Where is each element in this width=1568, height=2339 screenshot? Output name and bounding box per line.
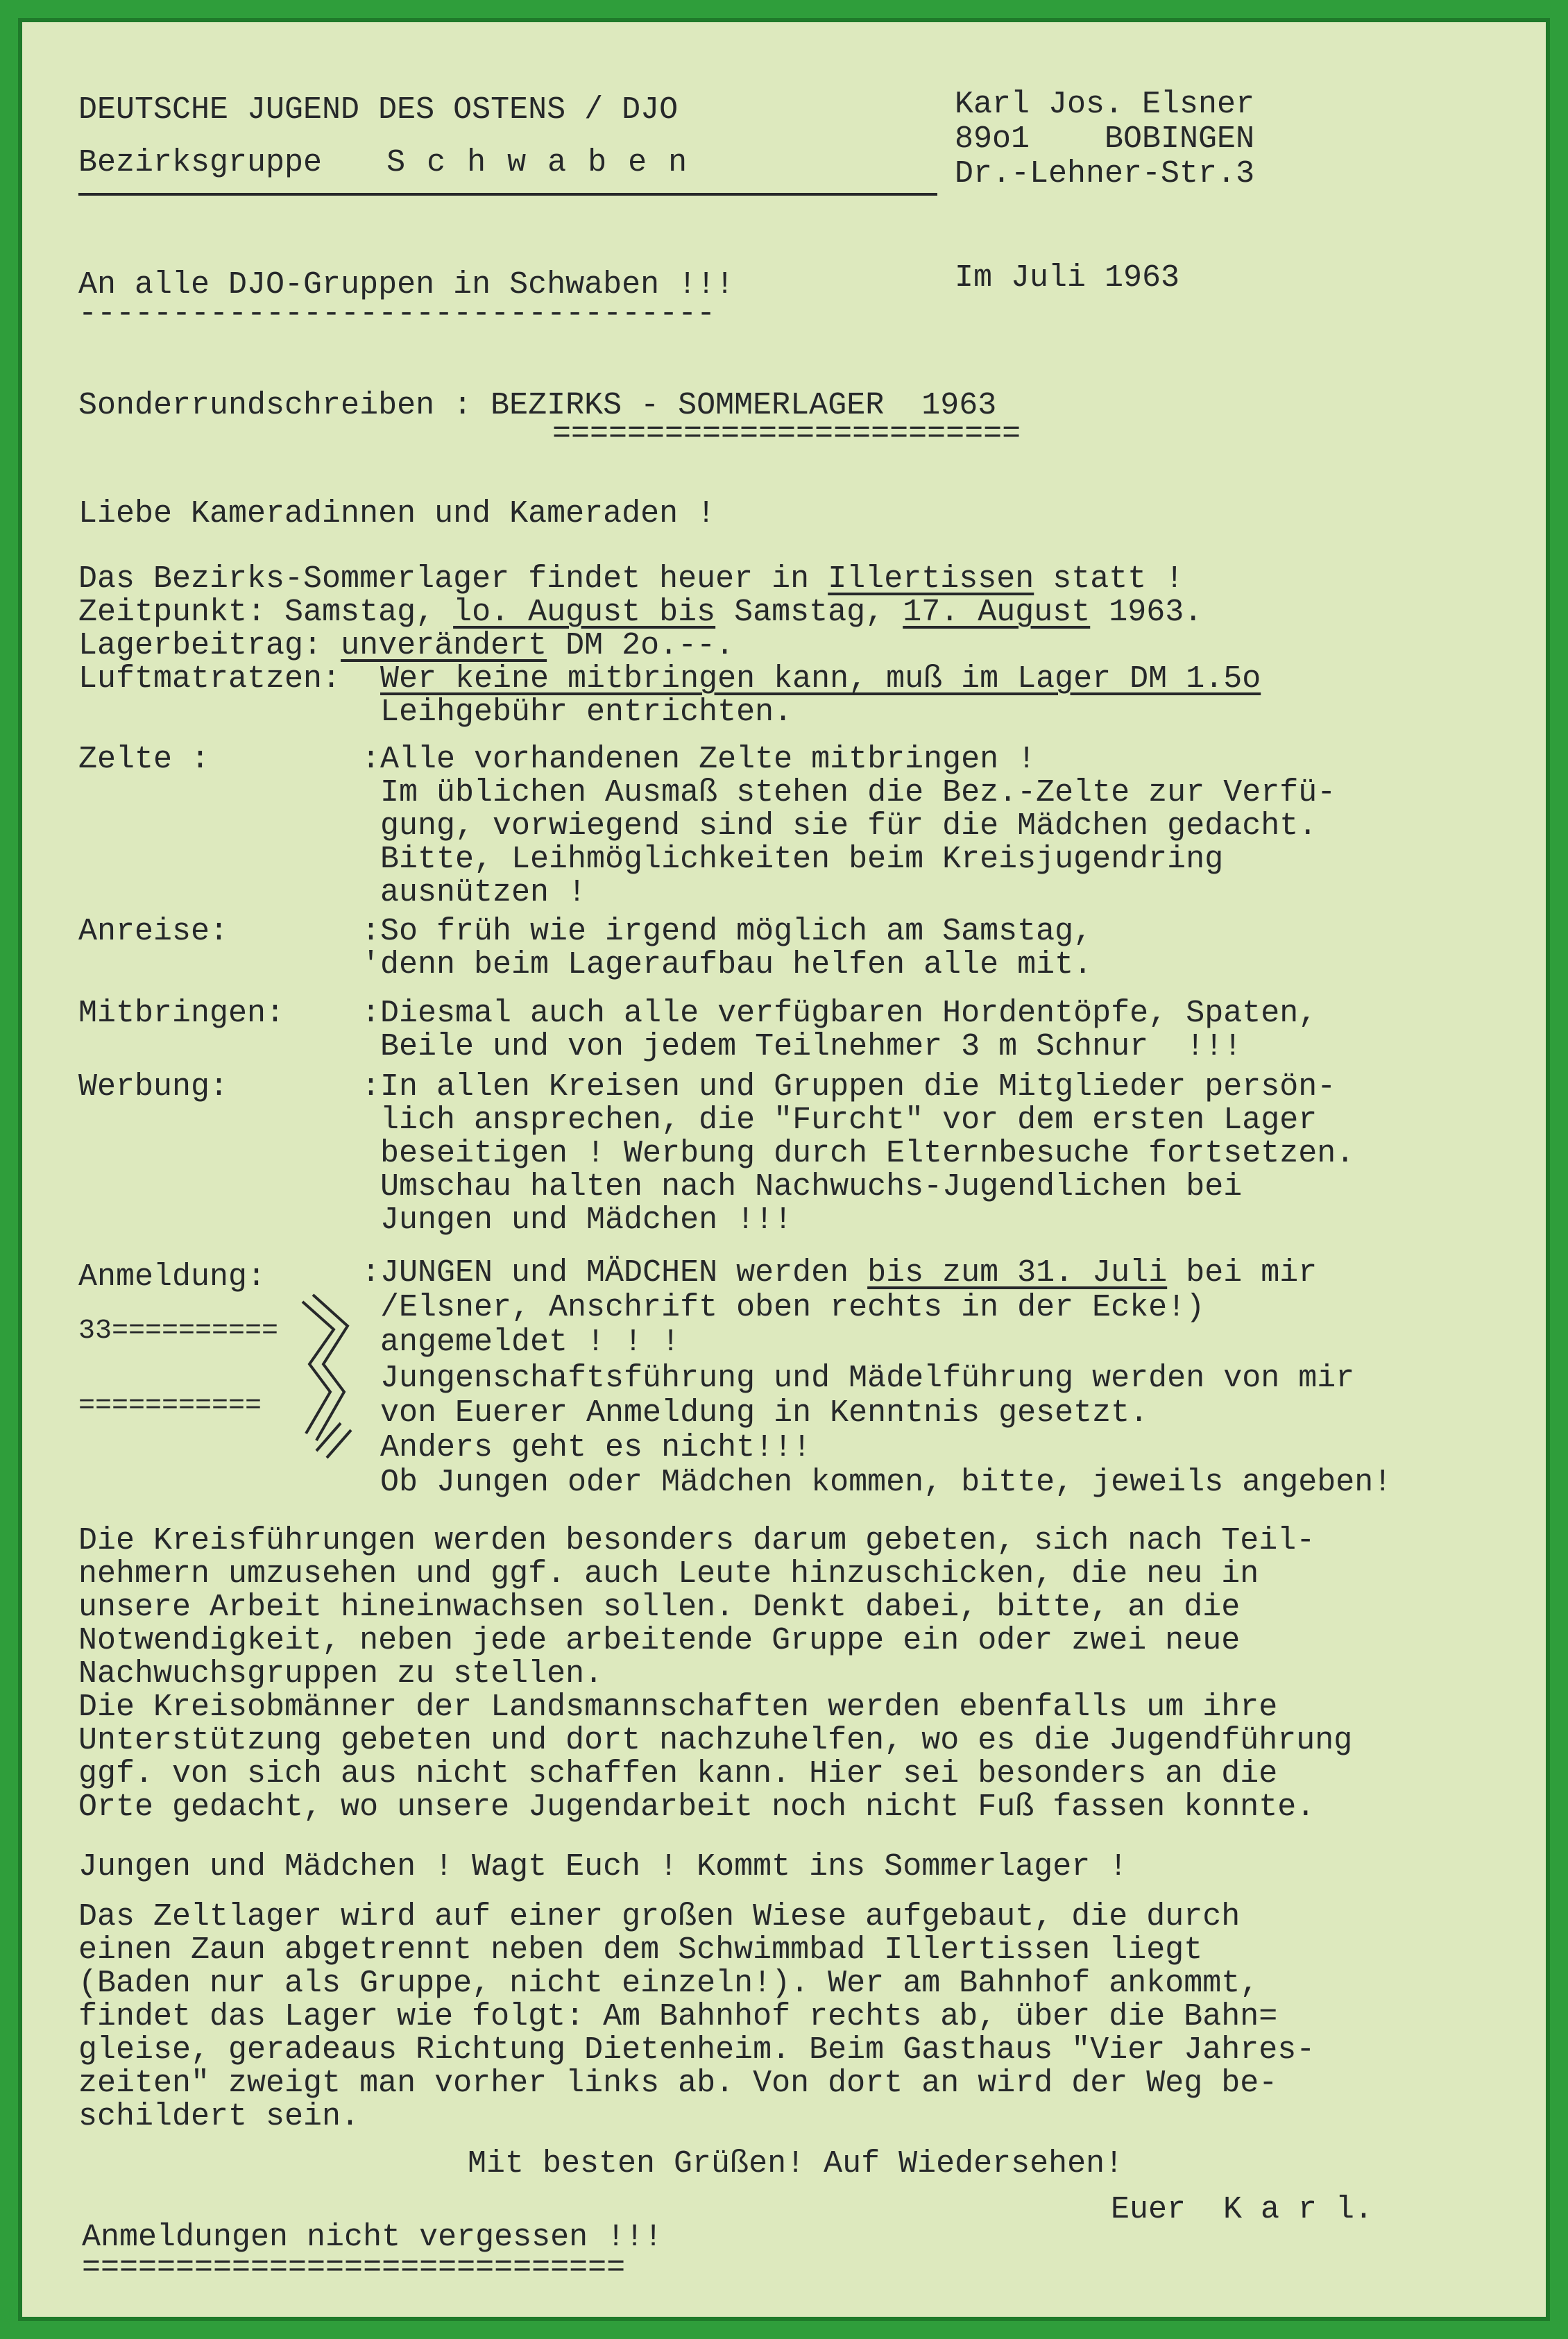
- para1-line-6: Die Kreisobmänner der Landsmannschaften werden ebenfalls um ihre: [78, 1690, 1278, 1725]
- signature: Euer K a r l.: [1111, 2192, 1374, 2227]
- werbung-line-4: Umschau halten nach Nachwuchs-Jugendlichen bei: [380, 1169, 1243, 1205]
- luftmatratzen-line-2: Leihgebühr entrichten.: [380, 695, 793, 730]
- intro-fee: Lagerbeitrag: unverändert DM 2o.--.: [78, 628, 735, 663]
- closing: Mit besten Grüßen! Auf Wiedersehen!: [468, 2146, 1124, 2181]
- call-to-action: Jungen und Mädchen ! Wagt Euch ! Kommt ins Sommerlager !: [78, 1849, 1128, 1885]
- zelte-line-2: Im üblichen Ausmaß stehen die Bez.-Zelte zur Verfü-: [380, 775, 1336, 810]
- reminder: Anmeldungen nicht vergessen !!!: [82, 2220, 663, 2255]
- anmeldung-line-6: Anders geht es nicht!!!: [380, 1430, 812, 1465]
- sender-name: Karl Jos. Elsner: [955, 87, 1255, 122]
- werbung-line-1: :In allen Kreisen und Gruppen die Mitglieder persön-: [361, 1069, 1336, 1105]
- label-werbung: Werbung:: [78, 1069, 229, 1105]
- anmeldung-line-7: Ob Jungen oder Mädchen kommen, bitte, jeweils angeben!: [380, 1465, 1392, 1500]
- anmeldung-line-3: angemeldet ! ! !: [380, 1325, 681, 1360]
- end-date: 17. August: [903, 595, 1091, 630]
- double-arrow-icon: [296, 1288, 372, 1468]
- addressee: An alle DJO-Gruppen in Schwaben !!!: [78, 267, 735, 303]
- mitbringen-line-2: Beile und von jedem Teilnehmer 3 m Schnur !!!: [380, 1029, 1243, 1064]
- label-zelte: Zelte :: [78, 742, 210, 777]
- anmeldung-line-4: Jungenschaftsführung und Mädelführung werden von mir: [380, 1361, 1355, 1396]
- org-subgroup: Bezirksgruppe S c h w a b e n: [78, 145, 688, 180]
- zelte-line-1: :Alle vorhandenen Zelte mitbringen !: [361, 742, 1037, 777]
- para2-line-5: gleise, geradeaus Richtung Dietenheim. Beim Gasthaus "Vier Jahres-: [78, 2032, 1315, 2068]
- zelte-line-3: gung, vorwiegend sind sie für die Mädchen gedacht.: [380, 808, 1318, 844]
- subject-rule: =========================: [552, 416, 1021, 452]
- mitbringen-line-1: :Diesmal auch alle verfügbaren Hordentöpfe, Spaten,: [361, 996, 1318, 1031]
- werbung-line-5: Jungen und Mädchen !!!: [380, 1202, 793, 1238]
- para2-line-1: Das Zeltlager wird auf einer großen Wiese aufgebaut, die durch: [78, 1899, 1241, 1934]
- label-mitbringen: Mitbringen:: [78, 996, 285, 1031]
- label-luftmatratzen: Luftmatratzen:: [78, 661, 341, 697]
- deadline-underlined: bis zum 31. Juli: [867, 1255, 1168, 1291]
- arrow-rule-2: ===========: [78, 1390, 262, 1422]
- zelte-line-4: Bitte, Leihmöglichkeiten beim Kreisjugendring: [380, 842, 1224, 877]
- para1-line-7: Unterstützung gebeten und dort nachzuhelfen, wo es die Jugendführung: [78, 1723, 1353, 1758]
- para2-line-7: schildert sein.: [78, 2099, 360, 2134]
- anmeldung-line-5: von Euerer Anmeldung in Kenntnis gesetzt.: [380, 1395, 1149, 1431]
- intro-dates: Zeitpunkt: Samstag, lo. August bis Samstag, 17. August 1963.: [78, 595, 1203, 630]
- org-name: DEUTSCHE JUGEND DES OSTENS / DJO: [78, 92, 679, 128]
- sender-city: 89o1 BOBINGEN: [955, 121, 1255, 157]
- addressee-rule: ----------------------------------: [78, 296, 716, 332]
- para2-line-3: (Baden nur als Gruppe, nicht einzeln!). Wer am Bahnhof ankommt,: [78, 1966, 1259, 2001]
- location-underlined: Illertissen: [828, 561, 1034, 597]
- para2-line-4: findet das Lager wie folgt: Am Bahnhof rechts ab, über die Bahn=: [78, 1999, 1278, 2034]
- greeting: Liebe Kameradinnen und Kameraden !: [78, 496, 716, 531]
- werbung-line-3: beseitigen ! Werbung durch Elternbesuche fortsetzen.: [380, 1136, 1355, 1171]
- label-anmeldung: Anmeldung:: [78, 1259, 266, 1295]
- sender-street: Dr.-Lehner-Str.3: [955, 156, 1255, 192]
- start-date: lo. August bis: [453, 595, 716, 630]
- para2-line-2: einen Zaun abgetrennt neben dem Schwimmbad Illertissen liegt: [78, 1932, 1203, 1968]
- anreise-line-1: :So früh wie irgend möglich am Samstag,: [361, 914, 1093, 949]
- anmeldung-line-1: :JUNGEN und MÄDCHEN werden bis zum 31. Juli bei mir: [361, 1255, 1318, 1291]
- anmeldung-line-2: /Elsner, Anschrift oben rechts in der Ecke!): [380, 1290, 1205, 1325]
- para1-line-8: ggf. von sich aus nicht schaffen kann. Hier sei besonders an die: [78, 1756, 1278, 1792]
- subject-label: Sonderrundschreiben :: [78, 388, 491, 423]
- para1-line-4: Notwendigkeit, neben jede arbeitende Gruppe ein oder zwei neue: [78, 1623, 1241, 1658]
- anreise-line-2: 'denn beim Lageraufbau helfen alle mit.: [361, 947, 1093, 983]
- para1-line-2: nehmern umzusehen und ggf. auch Leute hinzuschicken, die neu in: [78, 1556, 1259, 1592]
- fee-unchanged: unverändert: [341, 628, 547, 663]
- label-anreise: Anreise:: [78, 914, 229, 949]
- para1-line-1: Die Kreisführungen werden besonders darum gebeten, sich nach Teil-: [78, 1523, 1315, 1558]
- para1-line-3: unsere Arbeit hineinwachsen sollen. Denkt dabei, bitte, an die: [78, 1590, 1241, 1625]
- para2-line-6: zeiten" zweigt man vorher links ab. Von dort an wird der Weg be-: [78, 2066, 1278, 2101]
- arrow-rule-1: 33==========: [78, 1316, 279, 1347]
- para1-line-9: Orte gedacht, wo unsere Jugendarbeit noch nicht Fuß fassen konnte.: [78, 1789, 1315, 1825]
- letter-sheet: [18, 18, 1550, 2321]
- reminder-rule: =============================: [82, 2250, 626, 2286]
- luftmatratzen-line-1: Wer keine mitbringen kann, muß im Lager DM 1.5o: [380, 661, 1261, 697]
- letter-date: Im Juli 1963: [955, 260, 1180, 296]
- subject-title: BEZIRKS - SOMMERLAGER 1963: [491, 388, 997, 423]
- para1-line-5: Nachwuchsgruppen zu stellen.: [78, 1656, 604, 1692]
- zelte-line-5: ausnützen !: [380, 875, 587, 910]
- header-rule: [78, 193, 937, 196]
- intro-location: Das Bezirks-Sommerlager findet heuer in Illertissen statt !: [78, 561, 1184, 597]
- werbung-line-2: lich ansprechen, die "Furcht" vor dem ersten Lager: [380, 1103, 1318, 1138]
